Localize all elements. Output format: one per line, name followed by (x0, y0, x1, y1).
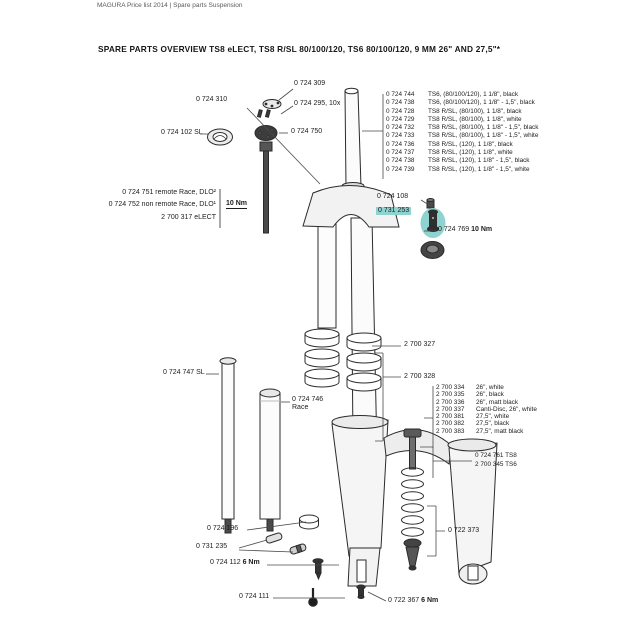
part-desc: TS6, (80/100/120), 1 1/8" - 1,5", black (428, 99, 535, 107)
part-desc: TS6, (80/100/120), 1 1/8", black (428, 91, 519, 98)
part-label-0724747: 0 724 747 SL (163, 369, 205, 376)
part-label-0722373: 0 722 373 (448, 527, 480, 534)
part-desc: 27,5", matt black (476, 427, 524, 435)
torque-note-10nm: 10 Nm (226, 200, 247, 209)
part-number: 0 724 769 (438, 226, 470, 233)
cap-769-part (421, 242, 444, 259)
part-number: 0 724 744 (386, 91, 415, 98)
part-number: 0 724 739 (386, 165, 415, 173)
part-number: 2 700 334 (436, 384, 465, 391)
part-desc: 27,5", black (476, 420, 510, 428)
part-label-2700327: 2 700 327 (404, 341, 436, 348)
document-header: MAGURA Price list 2014 | Spare parts Suspension (97, 2, 243, 9)
part-number: 0 724 738 (386, 157, 415, 165)
part-number: 2 700 335 (436, 391, 465, 399)
part-variant: Race (292, 404, 309, 412)
part-number: 0 724 733 (386, 132, 415, 140)
part-label-0724309: 0 724 309 (294, 80, 326, 87)
part-desc: TS8 R/SL, (120), 1 1/8", black (428, 140, 513, 148)
part-desc: Canti-Disc, 26", white (476, 405, 537, 413)
part-label-0724112 (210, 559, 260, 567)
part-desc: 26", matt black (476, 398, 519, 406)
part-desc: TS8 R/SL, (120), 1 1/8" - 1,5", white (428, 165, 530, 173)
screws-part (258, 110, 271, 118)
part-number: 0 722 367 (388, 597, 420, 604)
part-label-0724310: 0 724 310 (196, 96, 228, 103)
expander-rod-part (260, 142, 272, 233)
table-row (436, 429, 537, 436)
bolt-112-part (313, 559, 323, 579)
part-label-2700317: 2 700 317 eLECT (161, 214, 216, 221)
part-number: 0 724 746 (292, 396, 324, 403)
torque-note-10nm: 10 Nm (471, 226, 493, 233)
part-label-0724111: 0 724 111 (239, 593, 270, 600)
part-desc: 26", white (476, 384, 504, 391)
crown-variant-list (386, 92, 538, 175)
part-desc: TS8 R/SL, (120), 1 1/8", white (428, 149, 513, 157)
part-desc: TS8 R/SL, (80/100), 1 1/8" - 1,5", white (428, 132, 539, 140)
race-cartridge-part (260, 389, 280, 531)
part-label-0731235: 0 731 235 (196, 543, 228, 550)
page-title: SPARE PARTS OVERVIEW TS8 eLECT, TS8 R/SL 80/100/120, TS6 80/100/120, 9 MM 26" AND 27,5"* (98, 44, 501, 54)
wheel-size-list (436, 385, 537, 436)
sl-top-cap-part (208, 129, 233, 145)
seal-ring-part (300, 515, 319, 529)
valve-253-part (428, 210, 439, 232)
part-number: 0 724 112 (210, 559, 241, 566)
part-label-0724746 (292, 396, 323, 412)
part-desc: 27,5", white (476, 413, 510, 421)
left-stanchion-part (318, 218, 336, 328)
part-label-0724196: 0 724 196 (207, 525, 239, 532)
part-label-0724295: 0 724 295, 10x (294, 100, 341, 107)
part-number: 0 724 738 (386, 99, 415, 107)
part-label-0724108: 0 724 108 (377, 193, 409, 200)
star-nut-cap-part (263, 100, 281, 109)
part-label-0722367 (388, 597, 438, 605)
part-desc: TS8 R/SL, (80/100), 1 1/8", black (428, 107, 522, 115)
part-number: 2 700 382 (436, 420, 465, 428)
torque-note-6nm: 6 Nm (242, 559, 260, 566)
part-number: 2 700 383 (436, 427, 465, 435)
part-number: 2 700 337 (436, 405, 465, 413)
sl-rod-part (220, 358, 236, 533)
torque-note-6nm: 6 Nm (421, 597, 439, 604)
part-number: 2 700 336 (436, 398, 465, 406)
table-row (386, 167, 538, 175)
part-desc: 26", black (476, 391, 504, 399)
part-label-2700328: 2 700 328 (404, 373, 436, 380)
bolt-108-part (427, 199, 434, 209)
part-label-0724752: 0 724 752 non remote Race, DLO¹ (108, 201, 216, 208)
part-label-0731253-highlighted: 0 731 253 (378, 207, 410, 214)
part-label-0724102: 0 724 102 SL (161, 129, 203, 136)
travel-spacer-rings-part (305, 329, 381, 391)
part-number: 0 724 729 (386, 115, 415, 123)
part-number: 0 724 736 (386, 140, 415, 148)
part-label-0724761: 0 724 761 TS8 (475, 452, 517, 459)
part-desc: TS8 R/SL, (80/100), 1 1/8" - 1,5", black (428, 124, 539, 132)
bolt-367-part (357, 585, 365, 599)
part-desc: TS8 R/SL, (120), 1 1/8" - 1,5", black (428, 157, 530, 165)
part-label-2700345: 2 700 345 TS6 (475, 461, 517, 468)
part-desc: TS8 R/SL, (80/100), 1 1/8", white (428, 115, 522, 123)
steerer-tube-part (342, 88, 364, 189)
part-number: 0 724 728 (386, 107, 415, 115)
part-label-0724769 (438, 226, 492, 234)
part-label-0724751: 0 724 751 remote Race, DLO² (122, 189, 216, 196)
pin-111-part (309, 588, 318, 606)
part-number: 2 700 381 (436, 413, 465, 421)
part-number: 0 724 732 (386, 124, 415, 132)
part-number: 0 724 737 (386, 149, 415, 157)
part-label-0724750: 0 724 750 (291, 128, 323, 135)
